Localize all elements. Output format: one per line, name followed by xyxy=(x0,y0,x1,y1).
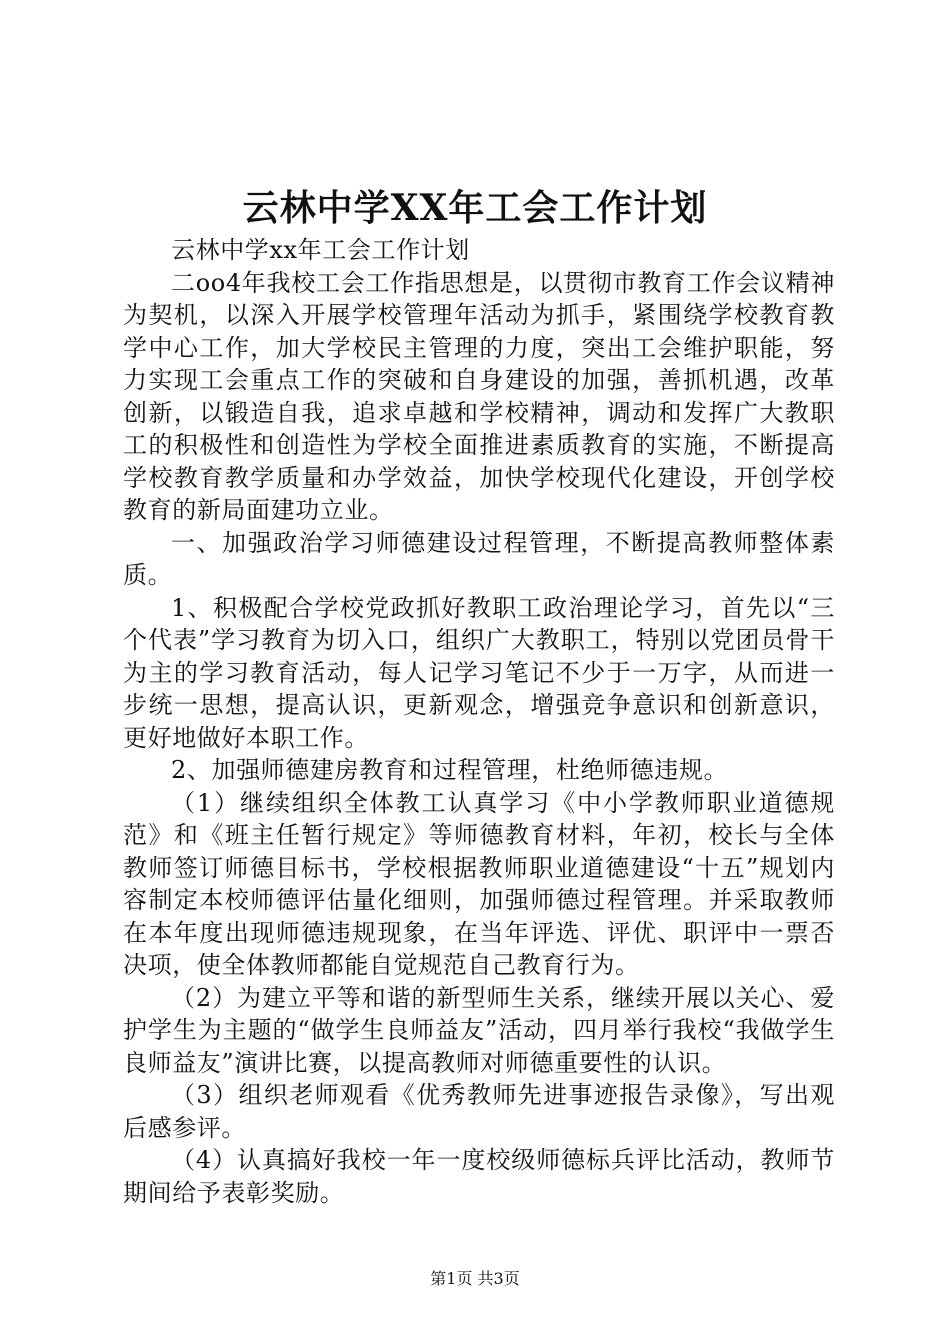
paragraph-item-2: 2、加强师德建房教育和过程管理，杜绝师德违规。 xyxy=(171,756,729,784)
document-body xyxy=(123,234,835,1209)
paragraph-item-1: 1、积极配合学校党政抓好教职工政治理论学习，首先以“三个代表”学习教育为切入口，组织广大教职工，特别以党团员骨干为主的学习教育活动，每人记学习笔记不少于一万字，从而进一步统一思想，提高认识，更新观念，增强竞争意识和创新意识，更好地做好本职工作。 xyxy=(123,593,835,752)
paragraph-subitem-3: （3）组织老师观看《优秀教师先进事迹报告录像》，写出观后感参评。 xyxy=(123,1081,835,1142)
paragraph-subitem-1: （1）继续组织全体教工认真学习《中小学教师职业道德规范》和《班主任暂行规定》等师德教育材料，年初，校长与全体教师签订师德目标书，学校根据教师职业道德建设“十五”规划内容制定本校师德评估量化细则，加强师德过程管理。并采取教师在本年度出现师德违规现象，在当年评选、评优、职评中一票否决项，使全体教师都能自觉规范自己教育行为。 xyxy=(123,788,835,979)
paragraph-intro: 二oo4年我校工会工作指思想是，以贯彻市教育工作会议精神为契机，以深入开展学校管理年活动为抓手，紧围绕学校教育教学中心工作，加大学校民主管理的力度，突出工会维护职能，努力实现工会重点工作的突破和自身建设的加强，善抓机遇，改革创新，以锻造自我，追求卓越和学校精神，调动和发挥广大教职工的积极性和创造性为学校全面推进素质教育的实施，不断提高学校教育教学质量和办学效益，加快学校现代化建设，开创学校教育的新局面建功立业。 xyxy=(123,268,835,524)
paragraph-subitem-2: （2）为建立平等和谐的新型师生关系，继续开展以关心、爱护学生为主题的“做学生良师益友”活动，四月举行我校“我做学生良师益友”演讲比赛，以提高教师对师德重要性的认识。 xyxy=(123,983,835,1077)
paragraph-section-1: 一、加强政治学习师德建设过程管理，不断提高教师整体素质。 xyxy=(123,528,835,589)
paragraph-subtitle: 云林中学xx年工会工作计划 xyxy=(171,236,470,264)
paragraph-subitem-4: （4）认真搞好我校一年一度校级师德标兵评比活动，教师节期间给予表彰奖励。 xyxy=(123,1146,835,1207)
page-number-footer: 第1页 共3页 xyxy=(430,1269,520,1288)
document-title: 云林中学XX年工会工作计划 xyxy=(242,187,708,229)
